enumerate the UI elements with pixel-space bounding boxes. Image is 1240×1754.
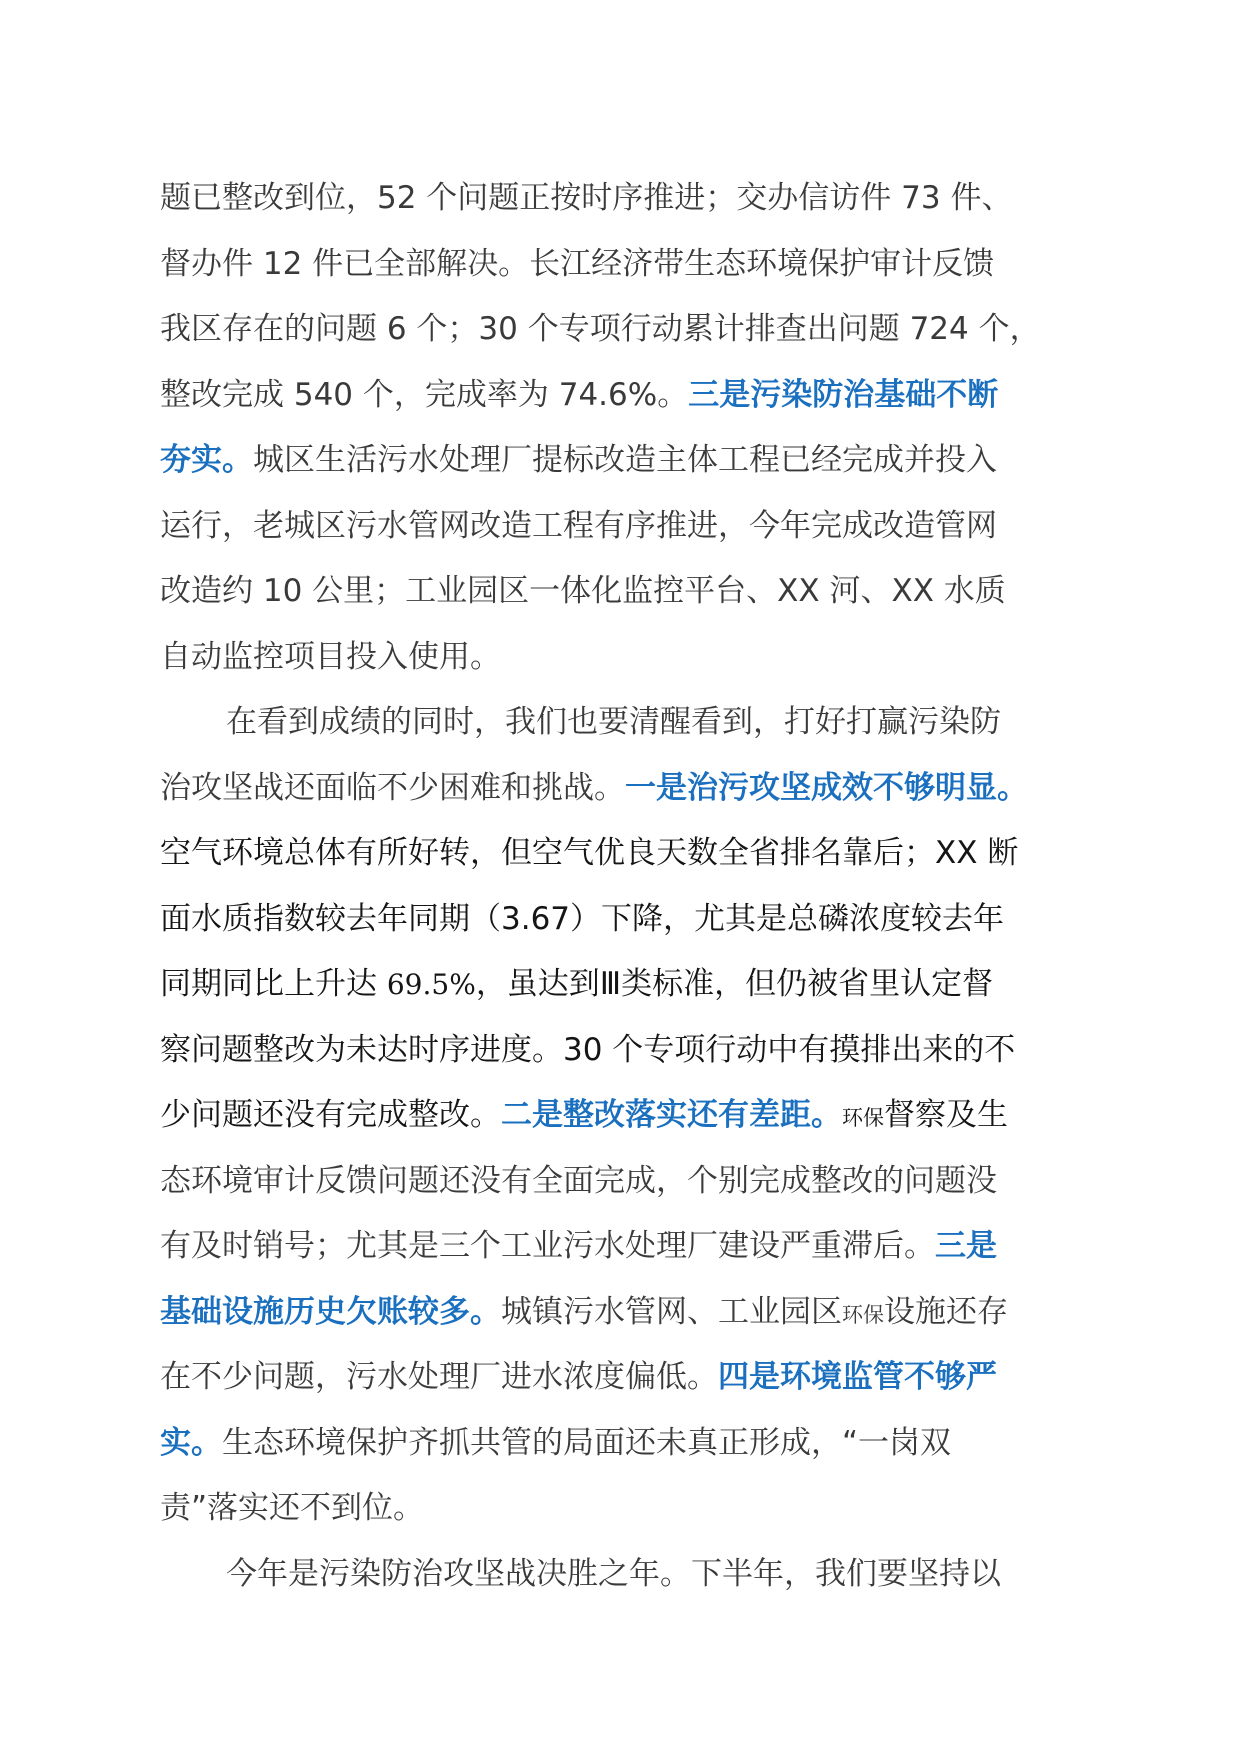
text-line [160, 952, 1090, 1018]
text-line [160, 428, 1090, 494]
body-text [160, 166, 1090, 1607]
text-run: 同期同比上升达 [160, 966, 387, 1002]
text-line: 责”落实还不到位。 [160, 1490, 425, 1526]
text-line [160, 1214, 1090, 1280]
highlight-heading: 基础设施历史欠账较多。 [160, 1293, 501, 1330]
text-line: 改造约 10 公里；工业园区一体化监控平台、XX 河、XX 水质 [160, 573, 1006, 609]
text-run: 有及时销号；尤其是三个工业污水处理厂建设严重滞后。 [160, 1228, 935, 1264]
text-line [160, 1411, 1090, 1477]
highlight-heading: 三是 [935, 1228, 997, 1264]
text-line: 自动监控项目投入使用。 [160, 638, 501, 675]
text-line: 题已整改到位，52 个问题正按时序推进；交办信访件 73 件、 [160, 180, 1013, 216]
text-line: 运行，老城区污水管网改造工程有序推进，今年完成改造管网 [160, 507, 997, 544]
text-line [160, 756, 1090, 822]
text-run: 督察及生 [884, 1097, 1008, 1133]
text-line [160, 1345, 1090, 1411]
text-line: 察问题整改为未达时序进度。30 个专项行动中有摸排出来的不 [160, 1031, 1016, 1068]
text-run: 少问题还没有完成整改。 [160, 1097, 501, 1133]
text-line: 我区存在的问题 6 个；30 个专项行动累计排查出问题 724 个， [160, 311, 1041, 347]
text-run: 生态环境保护齐抓共管的局面还未真正形成，“一岗双 [222, 1424, 952, 1461]
percent-value: 69.5% [386, 968, 476, 1001]
text-run: 在不少问题，污水处理厂进水浓度偏低。 [160, 1359, 718, 1395]
text-run: 整改完成 540 个，完成率为 74.6%。 [160, 376, 689, 413]
text-line: 督办件 12 件已全部解决。长江经济带生态环境保护审计反馈 [160, 245, 995, 282]
highlight-heading: 一是治污攻坚成效不够明显。 [625, 769, 1028, 806]
text-run: 城镇污水管网、工业园区 [501, 1293, 842, 1330]
highlight-heading: 实。 [160, 1424, 222, 1461]
small-serif-text: 环保 [842, 1302, 884, 1327]
highlight-heading: 二是整改落实还有差距。 [501, 1097, 842, 1133]
highlight-heading: 三是污染防治基础不断 [688, 376, 999, 413]
text-run: ，虽达到Ⅲ类标准，但仍被省里认定督 [475, 966, 994, 1002]
text-line [160, 1280, 1090, 1346]
small-serif-text: 环保 [842, 1106, 884, 1130]
text-line: 在看到成绩的同时，我们也要清醒看到，打好打赢污染防 [226, 704, 1001, 740]
text-run: 治攻坚战还面临不少困难和挑战。 [160, 769, 625, 806]
text-run: 城区生活污水处理厂提标改造主体工程已经完成并投入 [253, 442, 997, 478]
text-run: 设施还存 [884, 1293, 1008, 1330]
text-line: 今年是污染防治攻坚战决胜之年。下半年，我们要坚持以 [226, 1555, 1001, 1592]
text-line: 面水质指数较去年同期（3.67）下降，尤其是总磷浓度较去年 [160, 900, 1005, 937]
highlight-heading: 四是环境监管不够严 [718, 1359, 997, 1395]
text-line: 态环境审计反馈问题还没有全面完成，个别完成整改的问题没 [160, 1162, 997, 1199]
text-line [160, 1083, 1090, 1149]
text-line: 空气环境总体有所好转，但空气优良天数全省排名靠后；XX 断 [160, 835, 1019, 871]
text-line [160, 363, 1090, 429]
highlight-heading: 夯实。 [160, 442, 253, 478]
